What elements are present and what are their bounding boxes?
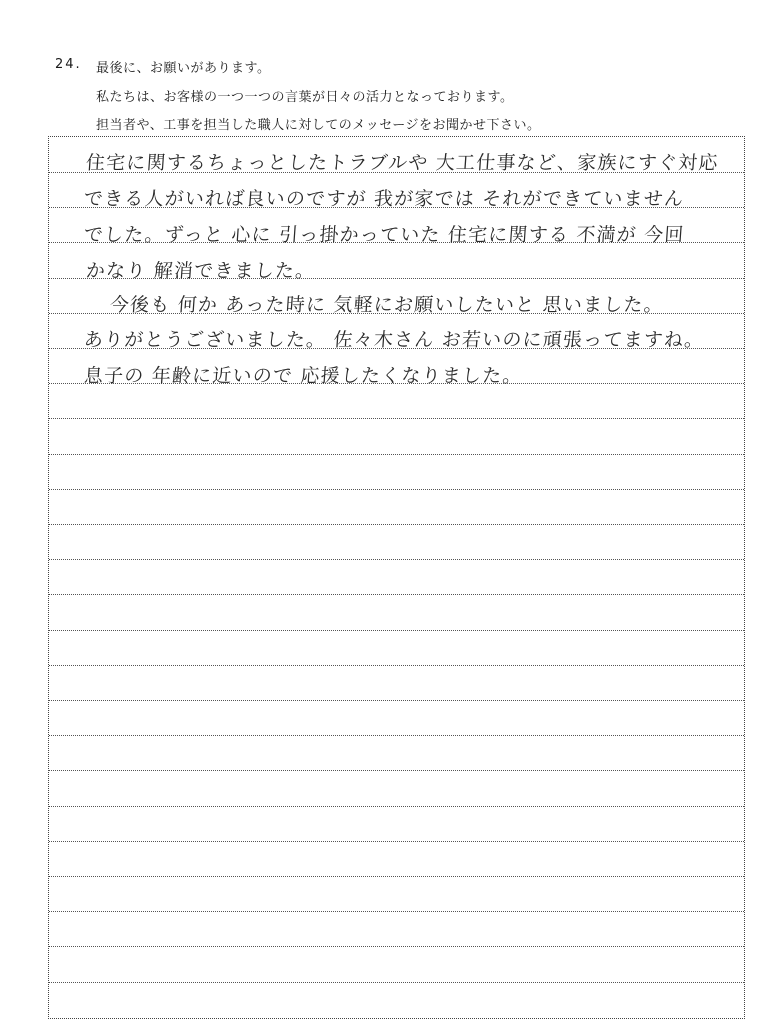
handwritten-line: でした。ずっと 心に 引っ掛かっていた 住宅に関する 不満が 今回 <box>83 224 686 246</box>
ruled-line <box>49 982 744 983</box>
question-header <box>0 0 768 135</box>
question-line: 担当者や、工事を担当した職人に対してのメッセージをお聞かせ下さい。 <box>96 118 541 133</box>
ruled-line <box>49 418 744 419</box>
ruled-line <box>49 911 744 912</box>
ruled-line <box>49 700 744 701</box>
ruled-line <box>49 946 744 947</box>
question-title: 最後に、お願いがあります。 <box>96 61 271 76</box>
ruled-line <box>49 806 744 807</box>
handwritten-line: かなり 解消できました。 <box>85 260 317 282</box>
handwritten-line: 息子の 年齢に近いので 応援したくなりました。 <box>83 365 524 387</box>
ruled-line <box>49 630 744 631</box>
handwritten-line: 住宅に関するちょっとしたトラブルや 大工仕事など、家族にすぐ対応 <box>85 152 720 174</box>
ruled-line <box>49 559 744 560</box>
question-line: 私たちは、お客様の一つ一つの言葉が日々の活力となっております。 <box>96 90 514 105</box>
question-number: 24. <box>55 57 82 72</box>
ruled-line <box>49 735 744 736</box>
ruled-line <box>49 489 744 490</box>
handwritten-line: ありがとうございました。 佐々木さん お若いのに頑張ってますね。 <box>83 329 706 351</box>
ruled-line <box>49 594 744 595</box>
ruled-line <box>49 454 744 455</box>
handwritten-line: できる人がいれば良いのですが 我が家では それができていません <box>83 188 685 210</box>
ruled-line <box>49 665 744 666</box>
ruled-line <box>49 876 744 877</box>
handwritten-line: 今後も 何か あった時に 気軽にお願いしたいと 思いました。 <box>109 294 665 316</box>
ruled-line <box>49 841 744 842</box>
ruled-line <box>49 524 744 525</box>
ruled-line <box>49 770 744 771</box>
